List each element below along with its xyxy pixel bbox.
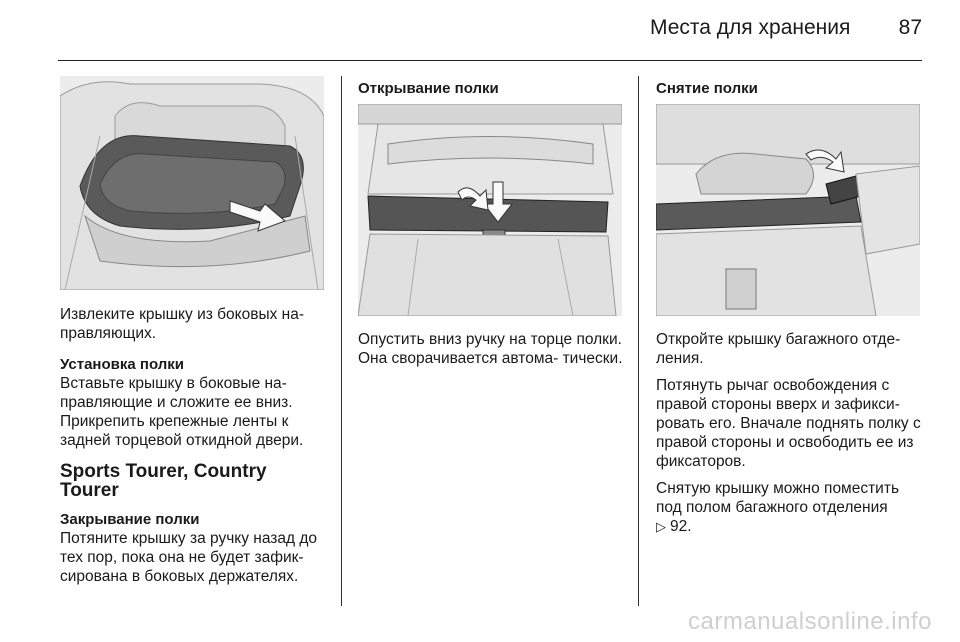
- column-divider: [341, 76, 342, 606]
- paragraph-stow-cover: Снятую крышку можно поместить под полом багажного отделения: [656, 480, 900, 516]
- heading-close-shelf: Закрывание полки: [60, 511, 200, 528]
- figure-shelf-opening: [358, 104, 622, 316]
- column-divider: [638, 76, 639, 606]
- paragraph-install-shelf: Вставьте крышку в боковые на- правляющие и сложите ее вниз. Прикрепить крепежные ленты к задней торцевой откидной двери.: [60, 375, 304, 449]
- paragraph-open-trunk: Откройте крышку багажного отде- ления.: [656, 331, 901, 367]
- paragraph-remove-cover: Извлеките крышку из боковых на- правляющих.: [60, 306, 304, 342]
- page-reference-link[interactable]: 92.: [670, 518, 692, 535]
- arrow-reference-icon: ▷: [656, 519, 666, 534]
- heading-install-shelf: Установка полки: [60, 356, 184, 373]
- column-2-text: [358, 330, 626, 368]
- watermark: carmanualsonline.info: [688, 608, 932, 635]
- heading-open-shelf: Открывание полки: [358, 80, 499, 97]
- header-rule: [58, 60, 922, 61]
- page-title: Места для хранения: [650, 16, 851, 39]
- figure-shelf-removal: [60, 76, 324, 290]
- paragraph-open-shelf: Опустить вниз ручку на торце полки. Она сворачивается автома- тически.: [358, 331, 623, 367]
- paragraph-release-lever: Потянуть рычаг освобождения с правой стороны вверх и зафикси- ровать его. Вначале поднять полку с правой стороны и освободить ее из фиксаторов.: [656, 377, 921, 470]
- figure-shelf-detach: [656, 104, 920, 316]
- column-1-text: [60, 305, 330, 586]
- page-number: 87: [898, 16, 922, 39]
- paragraph-close-shelf: Потяните крышку за ручку назад до тех пор, пока она не будет зафик- сирована в боковых держателях.: [60, 530, 318, 585]
- heading-models: Sports Tourer, Country Tourer: [60, 461, 267, 501]
- heading-remove-shelf: Снятие полки: [656, 80, 758, 97]
- column-3-text: [656, 330, 924, 536]
